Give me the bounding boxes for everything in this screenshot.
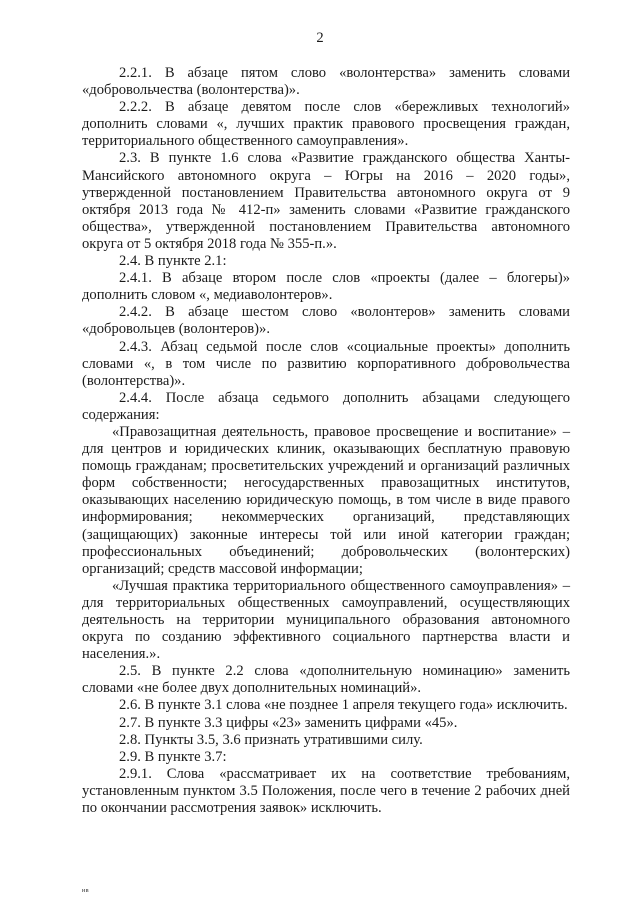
document-body xyxy=(82,65,570,817)
paragraph-2-4: 2.4. В пункте 2.1: xyxy=(119,253,227,270)
paragraph-2-4-4: 2.4.4. После абзаца седьмого дополнить абзацами следующего содержания: xyxy=(82,389,570,423)
footer-mark: нв xyxy=(82,888,90,894)
paragraph-2-7: 2.7. В пункте 3.3 цифры «23» заменить цифрами «45». xyxy=(119,714,458,731)
paragraph-quote-best-practice: «Лучшая практика территориального общественного самоуправления» – для территориальных общественных самоуправлений, осуществляющих деятельность на территории муниципального образования автономного округа по созданию эффективного социального партнерства власти и населения.». xyxy=(82,577,570,663)
paragraph-2-4-1: 2.4.1. В абзаце втором после слов «проекты (далее – блогеры)» дополнить словом «, медиаволонтеров». xyxy=(82,270,570,304)
page-number: 2 xyxy=(316,30,324,46)
paragraph-2-2-1: 2.2.1. В абзаце пятом слово «волонтерства» заменить словами «добровольчества (волонтерства)». xyxy=(82,65,570,99)
paragraph-2-5: 2.5. В пункте 2.2 слова «дополнительную номинацию» заменить словами «не более двух дополнительных номинаций». xyxy=(82,663,570,697)
paragraph-2-4-3: 2.4.3. Абзац седьмой после слов «социальные проекты» дополнить словами «, в том числе по развитию корпоративного добровольчества (волонтерства)». xyxy=(82,338,570,389)
paragraph-2-8: 2.8. Пункты 3.5, 3.6 признать утратившими силу. xyxy=(119,731,423,748)
paragraph-2-9: 2.9. В пункте 3.7: xyxy=(119,748,227,765)
paragraph-2-2-2: 2.2.2. В абзаце девятом после слов «бережливых технологий» дополнить словами «, лучших практик правового просвещения граждан, территориального общественного самоуправления». xyxy=(82,99,570,150)
paragraph-2-9-1: 2.9.1. Слова «рассматривает их на соответствие требованиям, установленным пунктом 3.5 Положения, после чего в течение 2 рабочих дней по окончании рассмотрения заявок» исключить. xyxy=(82,765,570,817)
paragraph-2-3: 2.3. В пункте 1.6 слова «Развитие гражданского общества Ханты-Мансийского автономного округа – Югры на 2016 – 2020 годы», утвержденной постановлением Правительства автономного округа от 9 октября 2013 года № 412-п» заменить словами «Развитие гражданского общества», утвержденной постановлением Правительства автономного округа от 5 октября 2018 года № 355-п.». xyxy=(82,150,570,252)
paragraph-quote-legal-education: «Правозащитная деятельность, правовое просвещение и воспитание» – для центров и юридических клиник, оказывающих бесплатную правовую помощь гражданам; просветительских учреждений и организаций различных форм собственности; негосударственных правозащитных институтов, оказывающих населению юридическую помощь, в том числе в виде правого информирования; некоммерческих организаций, представляющих (защищающих) законные интересы той или иной категории граждан; профессиональных объединений; добровольческих (волонтерских) организаций; средств массовой информации; xyxy=(82,423,570,577)
paragraph-2-4-2: 2.4.2. В абзаце шестом слово «волонтеров» заменить словами «добровольцев (волонтеров)». xyxy=(82,304,570,338)
paragraph-2-6: 2.6. В пункте 3.1 слова «не позднее 1 апреля текущего года» исключить. xyxy=(119,697,568,714)
